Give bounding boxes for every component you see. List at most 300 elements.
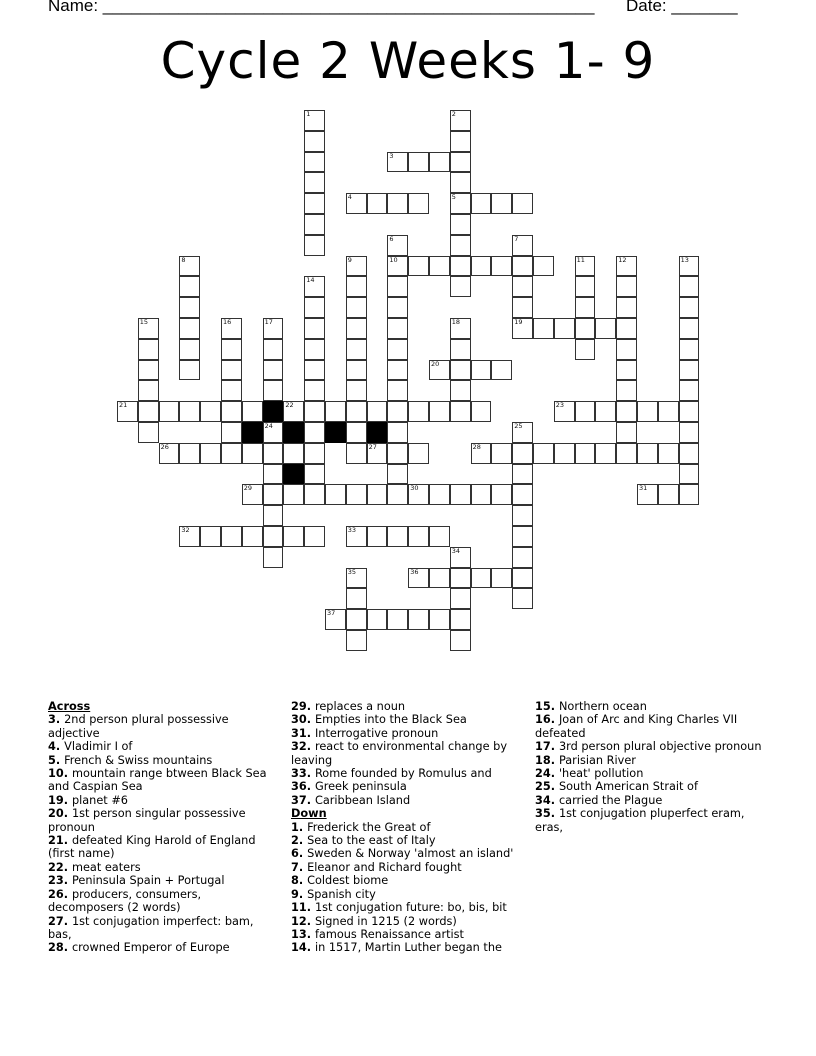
- grid-cell[interactable]: [450, 110, 471, 131]
- grid-cell[interactable]: [221, 401, 242, 422]
- crossword-grid: [117, 110, 700, 651]
- grid-cell[interactable]: [283, 526, 304, 547]
- grid-cell[interactable]: [263, 526, 284, 547]
- grid-cell[interactable]: [679, 464, 700, 485]
- clue-number: 15.: [535, 700, 559, 713]
- grid-cell[interactable]: [471, 360, 492, 381]
- clue-number: 15: [139, 318, 149, 326]
- grid-cell[interactable]: [304, 276, 325, 297]
- black-square: [367, 422, 388, 443]
- grid-cell[interactable]: [221, 443, 242, 464]
- grid-cell[interactable]: [179, 297, 200, 318]
- grid-cell[interactable]: [304, 380, 325, 401]
- clue-number: 6.: [291, 847, 308, 861]
- grid-cell[interactable]: [616, 401, 637, 422]
- clue-text: Northern ocean: [558, 700, 647, 713]
- grid-cell[interactable]: [263, 422, 284, 443]
- black-square: [242, 422, 263, 443]
- grid-cell[interactable]: [512, 464, 533, 485]
- clue-column-2: [291, 700, 523, 955]
- grid-cell[interactable]: [263, 505, 284, 526]
- grid-cell[interactable]: [179, 401, 200, 422]
- grid-cell[interactable]: [325, 484, 346, 505]
- clue-number: 12.: [291, 914, 315, 928]
- grid-cell[interactable]: [200, 401, 221, 422]
- grid-cell[interactable]: [429, 152, 450, 173]
- grid-cell[interactable]: [263, 360, 284, 381]
- grid-cell[interactable]: [491, 568, 512, 589]
- name-field[interactable]: Name: ____________________________________________________: [48, 0, 595, 15]
- clue-item: [535, 740, 767, 753]
- grid-cell[interactable]: [575, 256, 596, 277]
- clue-number: 30.: [291, 713, 315, 727]
- grid-cell[interactable]: [658, 401, 679, 422]
- grid-cell[interactable]: [304, 318, 325, 339]
- grid-cell[interactable]: [179, 339, 200, 360]
- grid-cell[interactable]: [346, 401, 367, 422]
- clue-text: Sea to the east of Italy: [307, 834, 436, 848]
- grid-cell[interactable]: [554, 443, 575, 464]
- clue-text: crowned Emperor of Europe: [71, 941, 230, 955]
- grid-cell[interactable]: [679, 276, 700, 297]
- grid-cell[interactable]: [408, 484, 429, 505]
- clue-text: 1st person singular possessive pronoun: [48, 807, 246, 834]
- clue-number: 22.: [48, 860, 72, 874]
- grid-cell[interactable]: [179, 360, 200, 381]
- grid-cell[interactable]: [429, 401, 450, 422]
- grid-cell[interactable]: [512, 297, 533, 318]
- grid-cell[interactable]: [491, 360, 512, 381]
- grid-cell[interactable]: [616, 360, 637, 381]
- grid-cell[interactable]: [408, 256, 429, 277]
- grid-cell[interactable]: [554, 401, 575, 422]
- grid-cell[interactable]: [616, 276, 637, 297]
- grid-cell[interactable]: [471, 568, 492, 589]
- grid-cell[interactable]: [471, 443, 492, 464]
- grid-cell[interactable]: [512, 588, 533, 609]
- grid-cell[interactable]: [387, 339, 408, 360]
- grid-cell[interactable]: [304, 131, 325, 152]
- grid-cell[interactable]: [533, 443, 554, 464]
- grid-cell[interactable]: [450, 568, 471, 589]
- clue-text: Peninsula Spain + Portugal: [71, 874, 225, 888]
- grid-cell[interactable]: [346, 588, 367, 609]
- clue-number: 28.: [48, 941, 72, 955]
- grid-cell[interactable]: [304, 360, 325, 381]
- clue-text: planet #6: [71, 793, 128, 807]
- grid-cell[interactable]: [554, 318, 575, 339]
- grid-cell[interactable]: [679, 256, 700, 277]
- clue-text: 'heat' pollution: [558, 767, 644, 781]
- grid-cell[interactable]: [429, 256, 450, 277]
- clue-number: 1.: [291, 820, 308, 834]
- grid-cell[interactable]: [512, 568, 533, 589]
- grid-cell[interactable]: [221, 318, 242, 339]
- clue-number: 7.: [291, 860, 308, 874]
- grid-cell[interactable]: [367, 193, 388, 214]
- clue-item: [291, 915, 523, 928]
- grid-cell[interactable]: [387, 443, 408, 464]
- clue-number: 31: [639, 484, 648, 493]
- grid-cell[interactable]: [575, 276, 596, 297]
- grid-cell[interactable]: [450, 152, 471, 173]
- grid-cell[interactable]: [616, 256, 637, 277]
- black-square: [263, 401, 284, 422]
- grid-cell[interactable]: [450, 172, 471, 193]
- grid-cell[interactable]: [387, 464, 408, 485]
- grid-cell[interactable]: [512, 547, 533, 568]
- grid-cell[interactable]: [429, 484, 450, 505]
- grid-cell[interactable]: [408, 152, 429, 173]
- clue-number: 32: [181, 526, 190, 534]
- clue-number: 9: [347, 255, 352, 264]
- grid-cell[interactable]: [387, 484, 408, 505]
- grid-cell[interactable]: [595, 318, 616, 339]
- grid-cell[interactable]: [512, 256, 533, 277]
- grid-cell[interactable]: [346, 276, 367, 297]
- clue-item: [48, 767, 280, 794]
- clue-number: 31.: [291, 726, 315, 740]
- grid-cell[interactable]: [471, 484, 492, 505]
- grid-cell[interactable]: [616, 339, 637, 360]
- grid-cell[interactable]: [658, 443, 679, 464]
- grid-cell[interactable]: [159, 443, 180, 464]
- clue-text: French & Swiss mountains: [64, 753, 213, 767]
- clue-text: 1st conjugation future: bo, bis, bit: [314, 901, 507, 915]
- grid-cell[interactable]: [450, 380, 471, 401]
- grid-cell[interactable]: [387, 318, 408, 339]
- grid-cell[interactable]: [450, 276, 471, 297]
- grid-cell[interactable]: [471, 256, 492, 277]
- grid-cell[interactable]: [304, 193, 325, 214]
- grid-cell[interactable]: [242, 526, 263, 547]
- grid-cell[interactable]: [138, 401, 159, 422]
- grid-cell[interactable]: [450, 588, 471, 609]
- grid-cell[interactable]: [387, 256, 408, 277]
- grid-cell[interactable]: [512, 484, 533, 505]
- grid-cell[interactable]: [408, 443, 429, 464]
- date-field[interactable]: Date: _______: [626, 0, 738, 15]
- clue-number: 34.: [535, 793, 559, 807]
- grid-cell[interactable]: [367, 609, 388, 630]
- grid-cell[interactable]: [242, 443, 263, 464]
- clue-item: [535, 713, 767, 740]
- grid-cell[interactable]: [242, 484, 263, 505]
- clue-text: Rome founded by Romulus and: [314, 767, 492, 781]
- grid-cell[interactable]: [679, 401, 700, 422]
- clue-number: 18: [451, 318, 461, 326]
- grid-cell[interactable]: [575, 339, 596, 360]
- grid-cell[interactable]: [200, 443, 221, 464]
- grid-cell[interactable]: [679, 484, 700, 505]
- grid-cell[interactable]: [450, 360, 471, 381]
- grid-cell[interactable]: [179, 318, 200, 339]
- grid-cell[interactable]: [346, 256, 367, 277]
- grid-cell[interactable]: [512, 526, 533, 547]
- clue-item: [291, 861, 523, 874]
- grid-cell[interactable]: [387, 401, 408, 422]
- grid-cell[interactable]: [408, 526, 429, 547]
- grid-cell[interactable]: [346, 339, 367, 360]
- clue-text: famous Renaissance artist: [314, 927, 464, 941]
- grid-cell[interactable]: [387, 422, 408, 443]
- grid-cell[interactable]: [387, 297, 408, 318]
- clue-item: [535, 794, 767, 807]
- grid-cell[interactable]: [471, 193, 492, 214]
- clue-item: [535, 700, 767, 713]
- clue-item: [291, 767, 523, 780]
- grid-cell[interactable]: [367, 443, 388, 464]
- clue-number: 24.: [535, 767, 559, 781]
- grid-cell[interactable]: [408, 568, 429, 589]
- grid-cell[interactable]: [159, 401, 180, 422]
- grid-cell[interactable]: [304, 339, 325, 360]
- clue-item: [291, 901, 523, 914]
- grid-cell[interactable]: [512, 505, 533, 526]
- grid-cell[interactable]: [304, 484, 325, 505]
- grid-cell[interactable]: [221, 422, 242, 443]
- grid-cell[interactable]: [283, 443, 304, 464]
- grid-cell[interactable]: [387, 526, 408, 547]
- grid-cell[interactable]: [138, 339, 159, 360]
- grid-cell[interactable]: [595, 401, 616, 422]
- grid-cell[interactable]: [367, 484, 388, 505]
- grid-cell[interactable]: [263, 380, 284, 401]
- grid-cell[interactable]: [616, 297, 637, 318]
- grid-cell[interactable]: [491, 256, 512, 277]
- grid-cell[interactable]: [346, 484, 367, 505]
- clue-text: Signed in 1215 (2 words): [314, 914, 457, 928]
- clue-number: 33.: [291, 767, 315, 781]
- grid-cell[interactable]: [221, 380, 242, 401]
- grid-cell[interactable]: [283, 401, 304, 422]
- grid-cell[interactable]: [595, 443, 616, 464]
- clue-text: Empties into the Black Sea: [314, 713, 467, 727]
- grid-cell[interactable]: [450, 131, 471, 152]
- grid-cell[interactable]: [387, 380, 408, 401]
- grid-cell[interactable]: [304, 152, 325, 173]
- grid-cell[interactable]: [512, 276, 533, 297]
- grid-cell[interactable]: [429, 360, 450, 381]
- grid-cell[interactable]: [616, 380, 637, 401]
- grid-cell[interactable]: [304, 526, 325, 547]
- grid-cell[interactable]: [679, 297, 700, 318]
- grid-cell[interactable]: [367, 526, 388, 547]
- grid-cell[interactable]: [512, 318, 533, 339]
- grid-cell[interactable]: [387, 235, 408, 256]
- clue-section-heading: Across: [48, 700, 91, 713]
- grid-cell[interactable]: [679, 318, 700, 339]
- grid-cell[interactable]: [138, 360, 159, 381]
- grid-cell[interactable]: [346, 422, 367, 443]
- grid-cell[interactable]: [679, 443, 700, 464]
- grid-cell[interactable]: [346, 318, 367, 339]
- clue-item: [48, 794, 280, 807]
- grid-cell[interactable]: [346, 297, 367, 318]
- grid-cell[interactable]: [450, 547, 471, 568]
- grid-cell[interactable]: [221, 526, 242, 547]
- clue-text: South American Strait of: [558, 780, 698, 794]
- grid-cell[interactable]: [283, 484, 304, 505]
- grid-cell[interactable]: [263, 484, 284, 505]
- grid-cell[interactable]: [346, 609, 367, 630]
- grid-cell[interactable]: [346, 360, 367, 381]
- grid-cell[interactable]: [491, 443, 512, 464]
- grid-cell[interactable]: [263, 339, 284, 360]
- grid-cell[interactable]: [346, 526, 367, 547]
- clue-text: Frederick the Great of: [307, 820, 431, 834]
- grid-cell[interactable]: [346, 193, 367, 214]
- grid-cell[interactable]: [679, 360, 700, 381]
- grid-cell[interactable]: [491, 193, 512, 214]
- grid-cell[interactable]: [512, 235, 533, 256]
- clue-item: [291, 928, 523, 941]
- clue-item: [535, 807, 767, 834]
- grid-cell[interactable]: [533, 256, 554, 277]
- clue-text: 3rd person plural objective pronoun: [558, 740, 762, 754]
- grid-cell[interactable]: [387, 360, 408, 381]
- grid-cell[interactable]: [429, 609, 450, 630]
- grid-cell[interactable]: [450, 484, 471, 505]
- grid-cell[interactable]: [138, 318, 159, 339]
- clue-item: [291, 740, 523, 767]
- grid-cell[interactable]: [200, 526, 221, 547]
- grid-cell[interactable]: [533, 318, 554, 339]
- grid-cell[interactable]: [179, 256, 200, 277]
- grid-cell[interactable]: [450, 256, 471, 277]
- clue-text: Vladimir I of: [64, 740, 133, 754]
- grid-cell[interactable]: [450, 318, 471, 339]
- grid-cell[interactable]: [491, 484, 512, 505]
- clue-item: [48, 861, 280, 874]
- grid-cell[interactable]: [450, 630, 471, 651]
- grid-cell[interactable]: [471, 401, 492, 422]
- grid-cell[interactable]: [429, 526, 450, 547]
- grid-cell[interactable]: [512, 422, 533, 443]
- grid-cell[interactable]: [304, 401, 325, 422]
- clue-item: [48, 713, 280, 740]
- clue-number: 11: [576, 255, 585, 264]
- clue-number: 9.: [291, 887, 308, 901]
- grid-cell[interactable]: [450, 339, 471, 360]
- grid-cell[interactable]: [304, 235, 325, 256]
- clue-text: mountain range btween Black Sea and Caspian Sea: [48, 767, 267, 794]
- grid-cell[interactable]: [637, 484, 658, 505]
- clue-number: 3.: [48, 713, 65, 727]
- grid-cell[interactable]: [387, 152, 408, 173]
- grid-cell[interactable]: [450, 401, 471, 422]
- grid-cell[interactable]: [679, 339, 700, 360]
- grid-cell[interactable]: [304, 297, 325, 318]
- grid-cell[interactable]: [616, 443, 637, 464]
- grid-cell[interactable]: [179, 443, 200, 464]
- grid-cell[interactable]: [346, 568, 367, 589]
- grid-cell[interactable]: [679, 380, 700, 401]
- grid-cell[interactable]: [429, 568, 450, 589]
- clue-item: [291, 847, 523, 860]
- grid-cell[interactable]: [408, 401, 429, 422]
- grid-cell[interactable]: [408, 609, 429, 630]
- grid-cell[interactable]: [117, 401, 138, 422]
- page-title: Cycle 2 Weeks 1- 9: [160, 32, 656, 90]
- grid-cell[interactable]: [575, 297, 596, 318]
- grid-cell[interactable]: [179, 276, 200, 297]
- clue-item: [291, 713, 523, 726]
- grid-cell[interactable]: [367, 401, 388, 422]
- clue-number: 17.: [535, 740, 559, 754]
- grid-cell[interactable]: [304, 214, 325, 235]
- grid-cell[interactable]: [512, 443, 533, 464]
- grid-cell[interactable]: [304, 464, 325, 485]
- grid-cell[interactable]: [616, 422, 637, 443]
- clue-number: 18.: [535, 753, 559, 767]
- grid-cell[interactable]: [304, 422, 325, 443]
- clue-number: 23: [555, 401, 565, 410]
- grid-cell[interactable]: [138, 422, 159, 443]
- clue-text: meat eaters: [71, 860, 141, 874]
- grid-cell[interactable]: [637, 443, 658, 464]
- grid-cell[interactable]: [325, 609, 346, 630]
- grid-cell[interactable]: [658, 484, 679, 505]
- grid-cell[interactable]: [450, 214, 471, 235]
- grid-cell[interactable]: [575, 401, 596, 422]
- grid-cell[interactable]: [512, 193, 533, 214]
- grid-cell[interactable]: [263, 464, 284, 485]
- grid-cell[interactable]: [575, 443, 596, 464]
- clue-number: 3: [389, 151, 394, 160]
- clue-column-1: [48, 700, 280, 955]
- clue-number: 10: [389, 255, 398, 264]
- grid-cell[interactable]: [263, 318, 284, 339]
- grid-cell[interactable]: [242, 401, 263, 422]
- clue-text: Caribbean Island: [314, 793, 411, 807]
- clue-number: 4: [347, 193, 352, 202]
- clue-number: 19.: [48, 793, 72, 807]
- grid-cell[interactable]: [616, 318, 637, 339]
- grid-cell[interactable]: [221, 360, 242, 381]
- grid-cell[interactable]: [450, 193, 471, 214]
- clue-number: 4.: [48, 740, 65, 754]
- grid-cell[interactable]: [387, 276, 408, 297]
- grid-cell[interactable]: [408, 193, 429, 214]
- grid-cell[interactable]: [679, 422, 700, 443]
- grid-cell[interactable]: [387, 193, 408, 214]
- grid-cell[interactable]: [304, 443, 325, 464]
- grid-cell[interactable]: [304, 110, 325, 131]
- clue-item: [291, 888, 523, 901]
- grid-cell[interactable]: [637, 401, 658, 422]
- clue-item: [48, 740, 280, 753]
- clue-text: defeated King Harold of England (first name): [48, 834, 256, 861]
- grid-cell[interactable]: [221, 339, 242, 360]
- grid-cell[interactable]: [346, 443, 367, 464]
- grid-cell[interactable]: [346, 380, 367, 401]
- clue-item: [535, 767, 767, 780]
- grid-cell[interactable]: [575, 318, 596, 339]
- clue-number: 25: [514, 422, 523, 430]
- grid-cell[interactable]: [450, 609, 471, 630]
- grid-cell[interactable]: [179, 526, 200, 547]
- grid-cell[interactable]: [138, 380, 159, 401]
- grid-cell[interactable]: [450, 235, 471, 256]
- grid-cell[interactable]: [346, 630, 367, 651]
- grid-cell[interactable]: [387, 609, 408, 630]
- grid-cell[interactable]: [325, 401, 346, 422]
- clue-item: [48, 915, 280, 942]
- grid-cell[interactable]: [263, 443, 284, 464]
- grid-cell[interactable]: [304, 172, 325, 193]
- grid-cell[interactable]: [263, 547, 284, 568]
